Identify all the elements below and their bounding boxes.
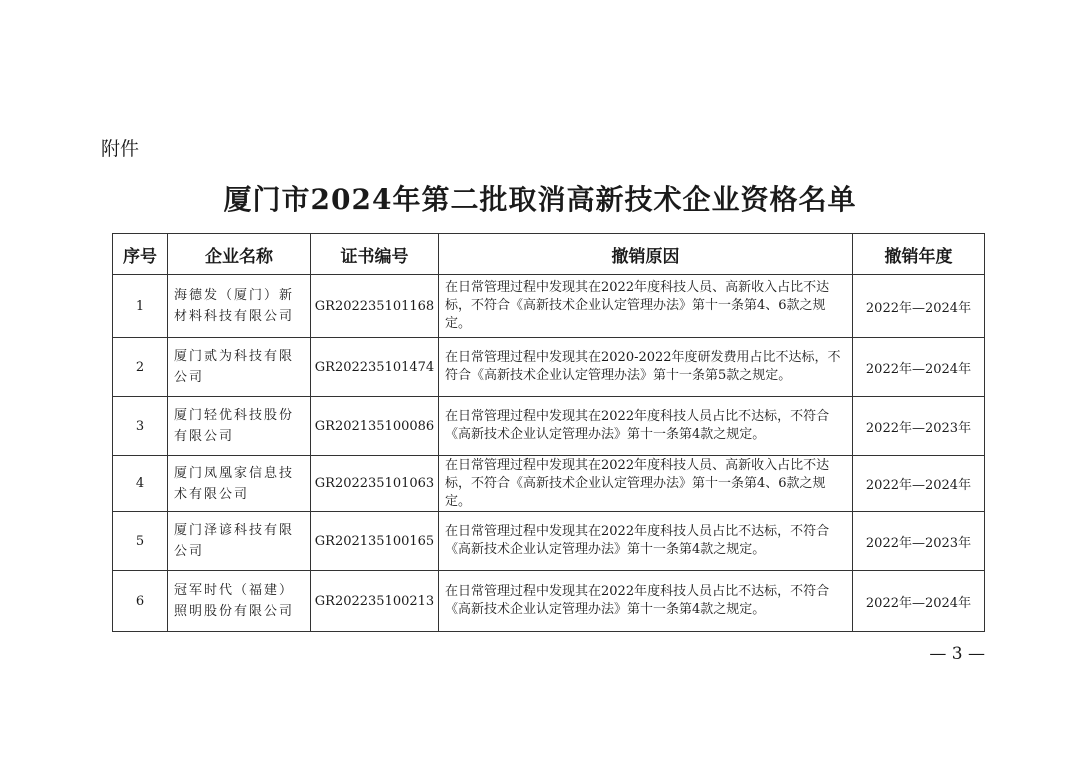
row-index: 6 <box>113 571 168 632</box>
column-header-company: 企业名称 <box>168 234 311 275</box>
attachment-label: 附件 <box>101 138 140 160</box>
certificate-number: GR202135100086 <box>311 397 439 456</box>
table-row <box>113 397 985 456</box>
certificate-number: GR202235101474 <box>311 338 439 397</box>
row-index: 4 <box>113 456 168 512</box>
revocation-reason: 在日常管理过程中发现其在2022年度科技人员占比不达标，不符合《高新技术企业认定管理办法》第十一条第4款之规定。 <box>439 397 853 456</box>
revocation-reason: 在日常管理过程中发现其在2022年度科技人员、高新收入占比不达标，不符合《高新技术企业认定管理办法》第十一条第4、6款之规定。 <box>439 275 853 338</box>
revocation-reason: 在日常管理过程中发现其在2022年度科技人员占比不达标，不符合《高新技术企业认定管理办法》第十一条第4款之规定。 <box>439 512 853 571</box>
page-number: — 3 — <box>929 644 985 664</box>
revocation-years: 2022年—2024年 <box>853 275 985 338</box>
company-name: 厦门轻优科技股份有限公司 <box>168 397 311 456</box>
column-header-reason: 撤销原因 <box>439 234 853 275</box>
revocation-years: 2022年—2023年 <box>853 397 985 456</box>
revocation-years: 2022年—2023年 <box>853 512 985 571</box>
table-row <box>113 338 985 397</box>
column-header-index: 序号 <box>113 234 168 275</box>
certificate-number: GR202135100165 <box>311 512 439 571</box>
column-header-certificate: 证书编号 <box>311 234 439 275</box>
company-name: 厦门凤凰家信息技术有限公司 <box>168 456 311 512</box>
table-row <box>113 456 985 512</box>
row-index: 3 <box>113 397 168 456</box>
revocation-reason: 在日常管理过程中发现其在2022年度科技人员占比不达标，不符合《高新技术企业认定管理办法》第十一条第4款之规定。 <box>439 571 853 632</box>
table-row <box>113 512 985 571</box>
revocation-years: 2022年—2024年 <box>853 456 985 512</box>
column-header-years: 撤销年度 <box>853 234 985 275</box>
company-name: 厦门贰为科技有限公司 <box>168 338 311 397</box>
revocation-reason: 在日常管理过程中发现其在2022年度科技人员、高新收入占比不达标，不符合《高新技术企业认定管理办法》第十一条第4、6款之规定。 <box>439 456 853 512</box>
row-index: 2 <box>113 338 168 397</box>
company-name: 厦门泽谚科技有限公司 <box>168 512 311 571</box>
table-header-row <box>113 234 985 275</box>
table-row <box>113 571 985 632</box>
row-index: 5 <box>113 512 168 571</box>
certificate-number: GR202235101168 <box>311 275 439 338</box>
revocation-table <box>112 233 985 632</box>
certificate-number: GR202235100213 <box>311 571 439 632</box>
revocation-years: 2022年—2024年 <box>853 338 985 397</box>
table-row <box>113 275 985 338</box>
certificate-number: GR202235101063 <box>311 456 439 512</box>
document-title: 厦门市2024年第二批取消高新技术企业资格名单 <box>223 183 857 216</box>
company-name: 海德发（厦门）新材料科技有限公司 <box>168 275 311 338</box>
row-index: 1 <box>113 275 168 338</box>
revocation-years: 2022年—2024年 <box>853 571 985 632</box>
company-name: 冠军时代（福建）照明股份有限公司 <box>168 571 311 632</box>
revocation-reason: 在日常管理过程中发现其在2020-2022年度研发费用占比不达标，不符合《高新技术企业认定管理办法》第十一条第5款之规定。 <box>439 338 853 397</box>
